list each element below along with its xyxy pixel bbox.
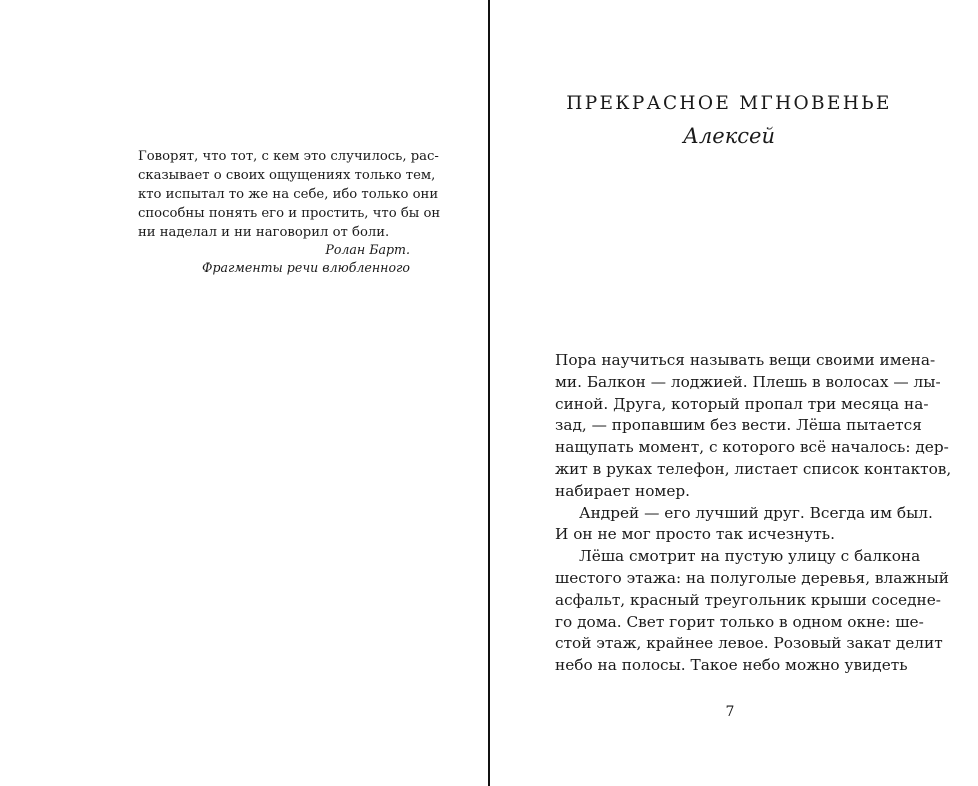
body-line: го дома. Свет горит только в одном окне: ше- — [555, 612, 924, 631]
chapter-title: ПРЕКРАСНОЕ МГНОВЕНЬЕ — [566, 93, 892, 114]
body-text — [555, 350, 952, 677]
body-line: синой. Друга, который пропал три месяца на- — [555, 394, 929, 413]
body-line: асфальт, красный треугольник крыши соседне- — [555, 590, 941, 609]
epigraph-line: кто испытал то же на себе, ибо только они — [138, 187, 439, 202]
body-line: нащупать момент, с которого всё началось: дер- — [555, 438, 949, 457]
epigraph-line: Говорят, что тот, с кем это случилось, рас- — [138, 149, 439, 164]
epigraph-line: ни наделал и ни наговорил от боли. — [138, 225, 390, 240]
body-line: И он не мог просто так исчезнуть. — [555, 525, 835, 544]
body-line: шестого этажа: на полуголые деревья, влажный — [555, 568, 950, 587]
epigraph-line: способны понять его и простить, что бы он — [138, 206, 441, 221]
body-line: Андрей — его лучший друг. Всегда им был. — [579, 503, 933, 522]
page-number: 7 — [725, 704, 735, 720]
body-line: Лёша смотрит на пустую улицу с балкона — [579, 547, 921, 566]
page-gutter-divider — [488, 0, 490, 786]
body-line: Пора научиться называть вещи своими имена- — [555, 351, 936, 369]
epigraph — [138, 147, 441, 242]
epigraph-attribution-work: Фрагменты речи влюбленного — [202, 260, 410, 275]
body-line: небо на полосы. Такое небо можно увидеть — [555, 656, 908, 675]
body-line: ми. Балкон — лоджией. Плешь в волосах — лы- — [555, 372, 941, 391]
epigraph-attribution-author: Ролан Барт. — [325, 242, 410, 257]
epigraph-line: сказывает о своих ощущениях только тем, — [138, 168, 436, 183]
body-line: зад, — пропавшим без вести. Лёша пытается — [555, 416, 922, 435]
body-line: жит в руках телефон, листает список контактов, — [555, 459, 952, 478]
body-line: стой этаж, крайнее левое. Розовый закат делит — [555, 634, 943, 653]
body-line: набирает номер. — [555, 481, 691, 500]
chapter-subtitle: Алексей — [683, 124, 775, 148]
